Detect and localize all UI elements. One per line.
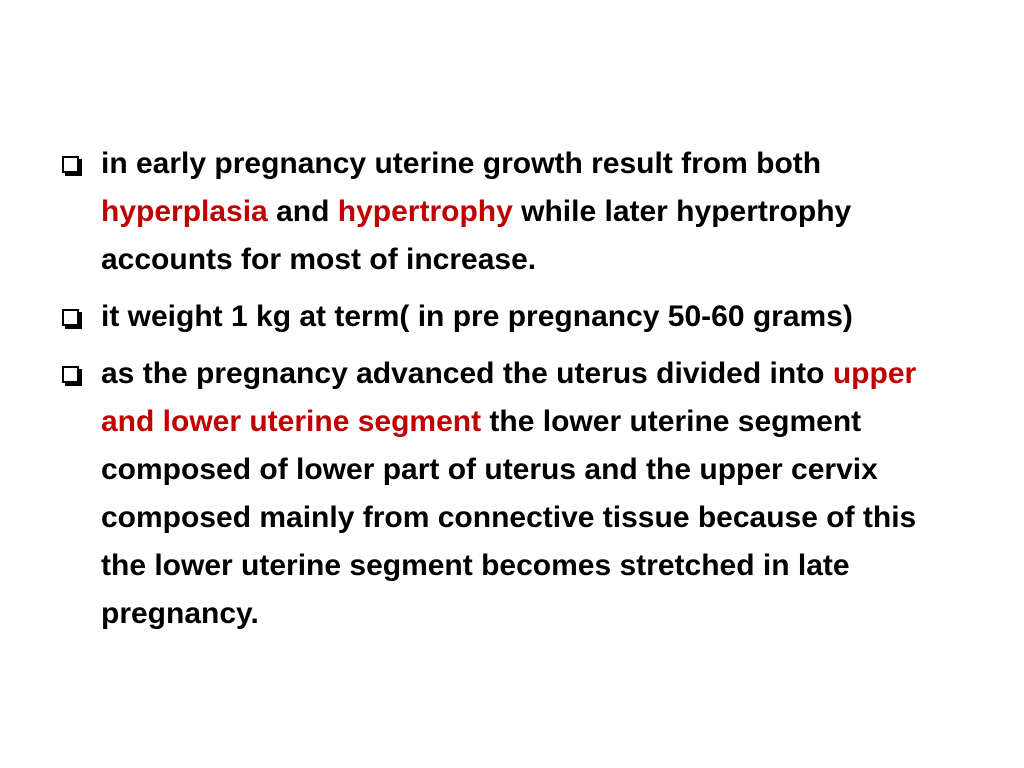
hollow-square-bullet-icon bbox=[62, 156, 79, 173]
highlight-term-uterine-segment: upper and lower uterine segment bbox=[101, 357, 917, 438]
highlight-term-hypertrophy: hypertrophy bbox=[337, 195, 513, 228]
bullet-text: in early pregnancy uterine growth result from both bbox=[101, 147, 822, 180]
bullet-text: while later hypertrophy accounts for most of increase. bbox=[101, 195, 852, 276]
highlight-term-hyperplasia: hyperplasia bbox=[101, 195, 268, 228]
hollow-square-bullet-icon bbox=[62, 309, 79, 326]
bullet-item-uterine-segments bbox=[62, 350, 962, 638]
bullet-item-uterine-weight bbox=[62, 293, 962, 341]
bullet-text: the lower uterine segment composed of lower part of uterus and the upper cervix composed mainly from connective tissue because of this the lower uterine segment becomes stretched in late pregnancy. bbox=[101, 405, 917, 630]
bullet-text: and bbox=[267, 195, 338, 228]
hollow-square-bullet-icon bbox=[62, 366, 79, 383]
bullet-text: as the pregnancy advanced the uterus divided into bbox=[101, 357, 833, 390]
bullet-text: it weight 1 kg at term( in pre pregnancy 50-60 grams) bbox=[101, 300, 853, 333]
bullet-item-uterine-growth bbox=[62, 140, 962, 284]
bullet-list bbox=[62, 140, 962, 647]
